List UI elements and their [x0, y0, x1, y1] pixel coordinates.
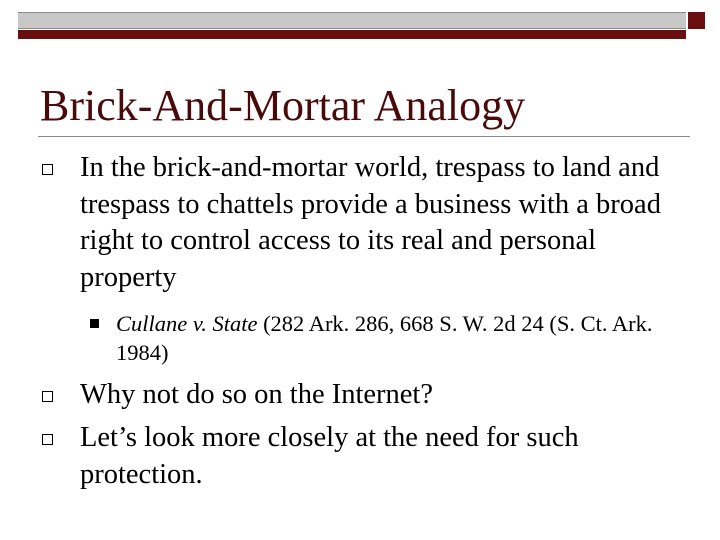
hollow-square-bullet-icon	[42, 164, 53, 175]
header-grey-bar	[18, 12, 686, 29]
bullet-item: Let’s look more closely at the need for such protection.	[80, 422, 579, 490]
filled-square-bullet-icon	[90, 319, 99, 328]
title-divider	[38, 136, 690, 137]
header-maroon-bar	[18, 30, 686, 39]
slide-title: Brick-And-Mortar Analogy	[40, 81, 526, 130]
sub-bullet-item	[116, 309, 656, 367]
bullet-item: Why not do so on the Internet?	[80, 379, 433, 410]
hollow-square-bullet-icon	[42, 391, 53, 402]
case-name: Cullane v. State	[116, 311, 258, 336]
header-square-accent	[688, 12, 705, 29]
hollow-square-bullet-icon	[42, 434, 53, 445]
case-citation: (282 Ark. 286, 668 S. W. 2d 24 (S. Ct. Ark. 1984)	[116, 311, 653, 365]
bullet-item: In the brick-and-mortar world, trespass to land and trespass to chattels provide a business with a broad right to control access to its real and personal property	[80, 152, 661, 293]
